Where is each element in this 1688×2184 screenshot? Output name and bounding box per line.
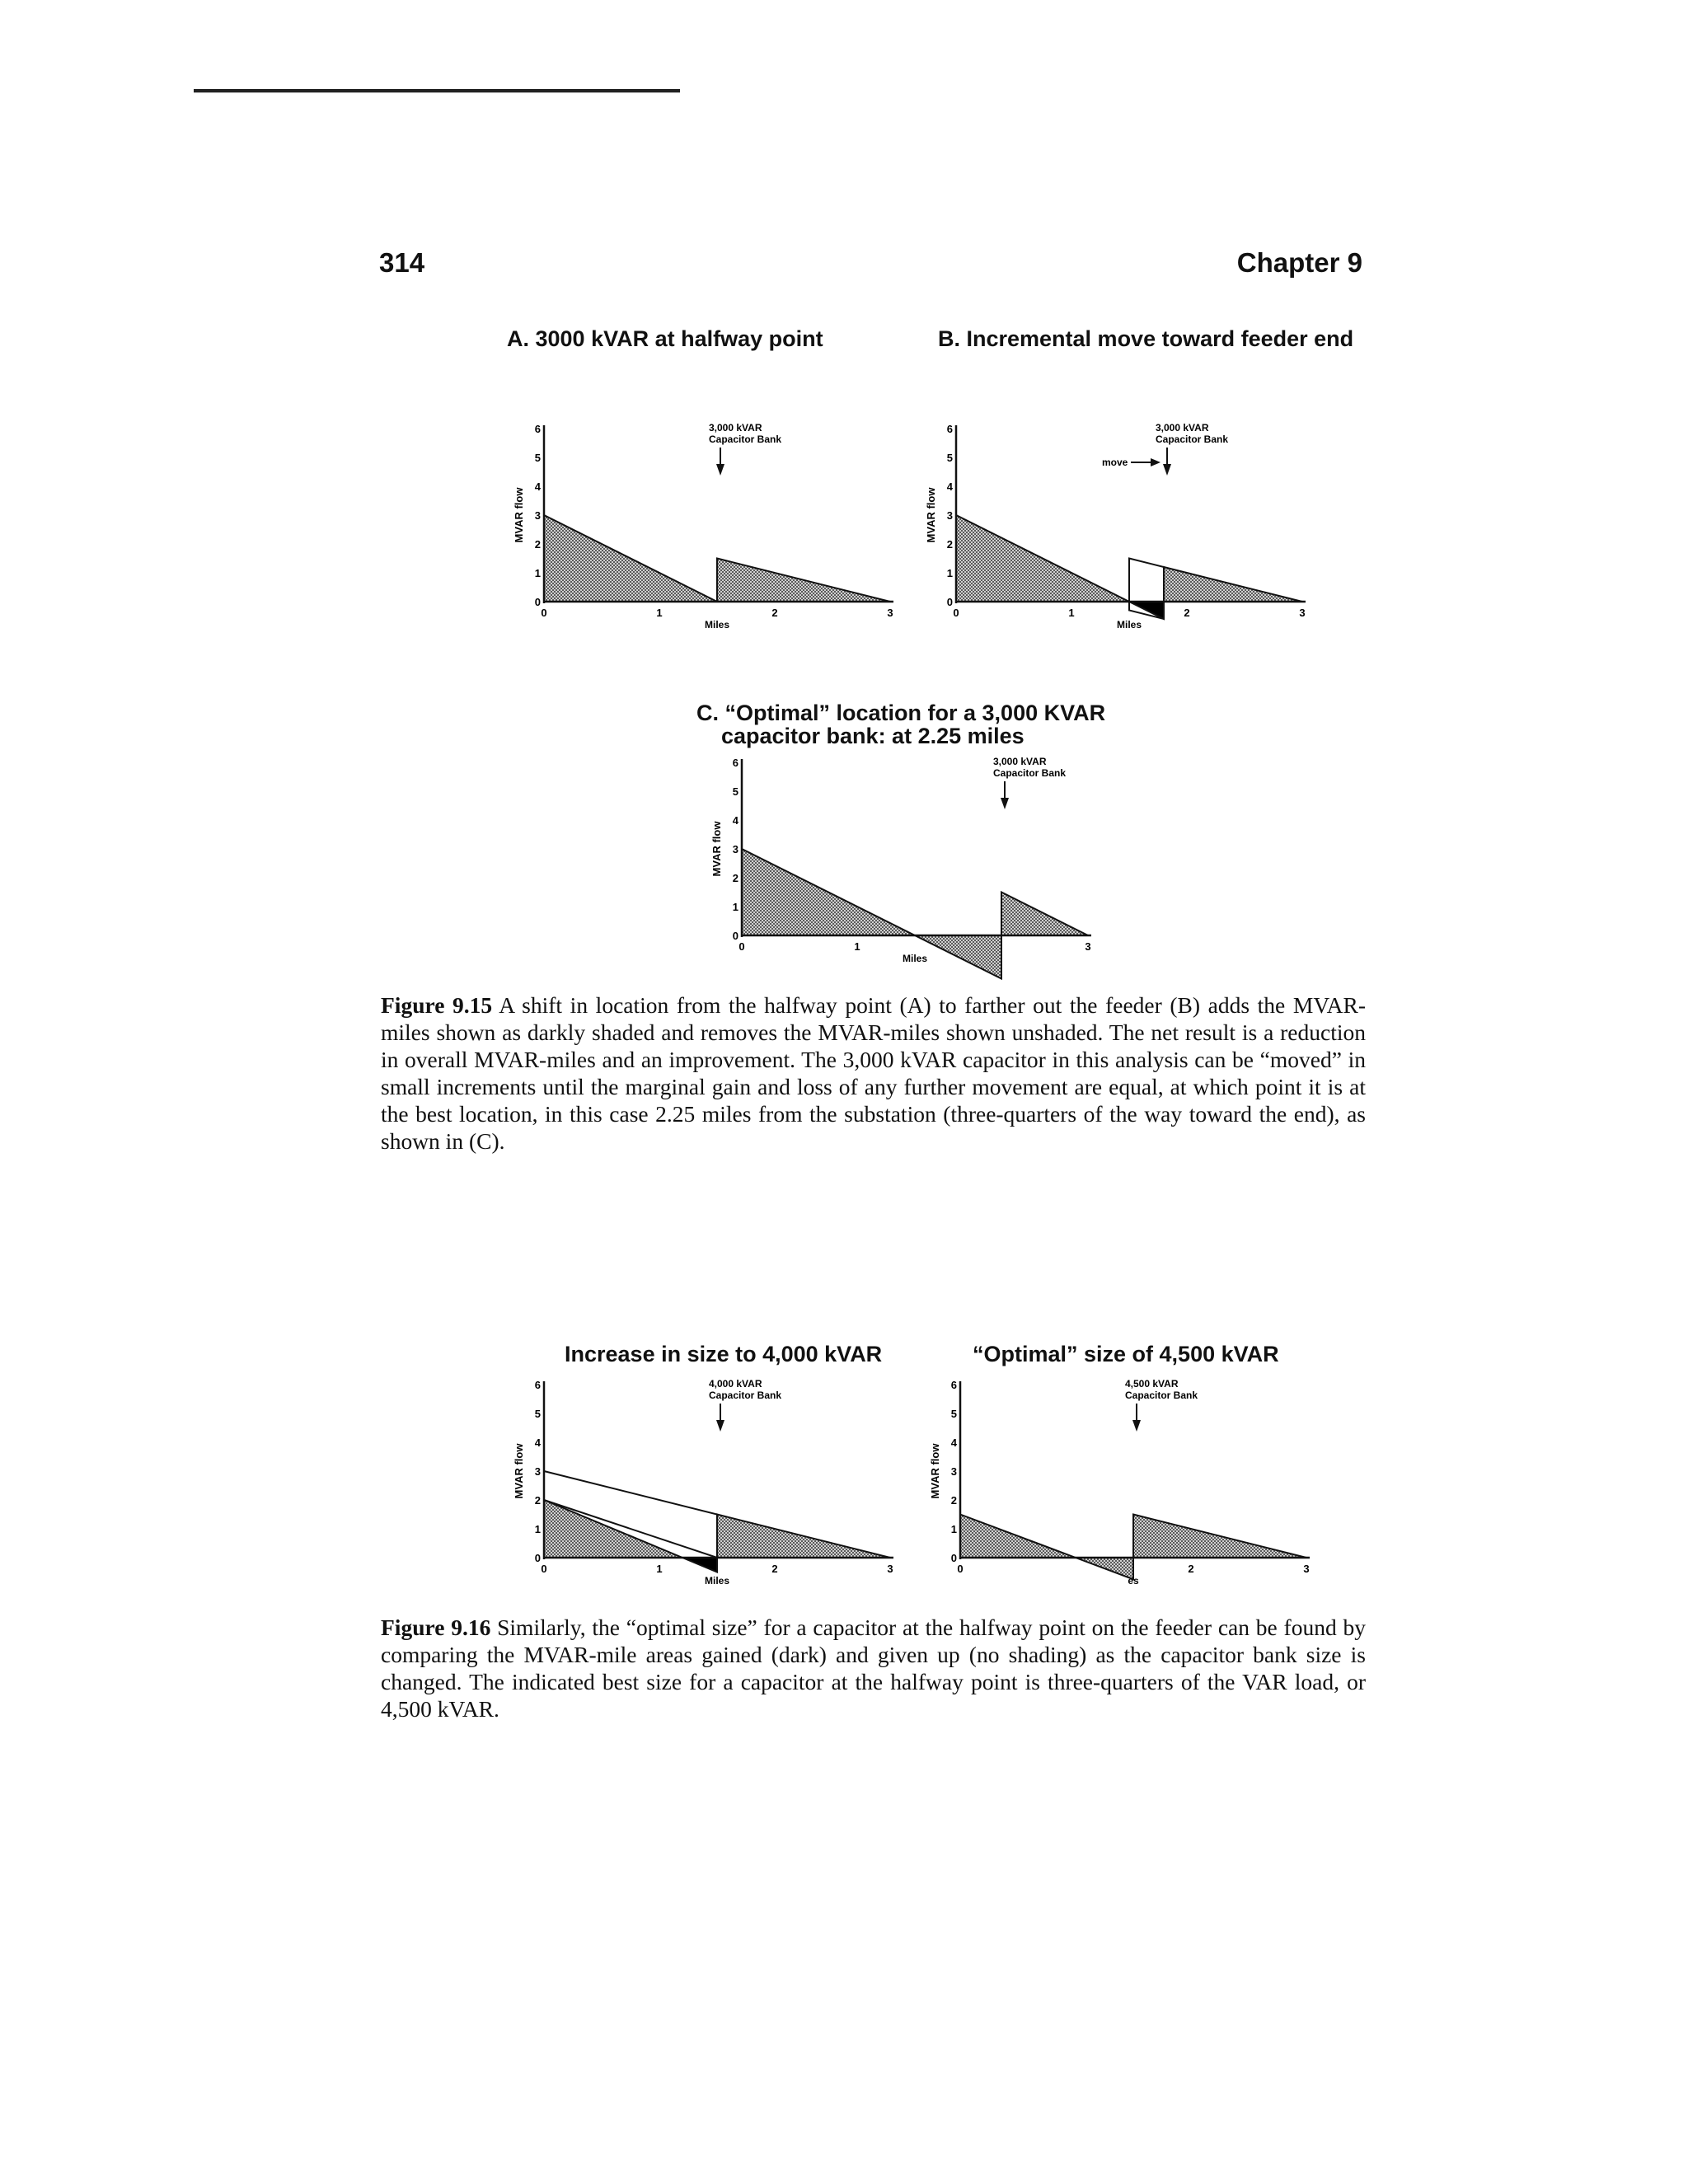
y-tick-label: 6 — [946, 423, 953, 435]
x-axis-label: Miles — [902, 953, 928, 964]
y-tick-label: 6 — [950, 1379, 957, 1391]
x-tick-label: 3 — [1303, 1563, 1310, 1575]
y-tick-label: 0 — [950, 1552, 957, 1564]
y-tick-label: 3 — [534, 1465, 541, 1478]
chart-panel-a — [495, 416, 907, 655]
y-tick-label: 2 — [950, 1494, 957, 1507]
y-tick-label: 1 — [732, 901, 738, 913]
y-tick-label: 2 — [534, 1494, 541, 1507]
x-tick-label: 0 — [953, 607, 959, 619]
capacitor-annotation-line2: Capacitor Bank — [1125, 1390, 1198, 1401]
capacitor-annotation-line1: 3,000 kVAR — [709, 422, 762, 434]
x-tick-label: 3 — [1085, 940, 1091, 953]
flow-wedge-downstream — [717, 559, 890, 602]
x-tick-label: 2 — [1184, 607, 1190, 619]
capacitor-arrow-head — [716, 464, 724, 476]
figure-9-16-label: Figure 9.16 — [381, 1615, 491, 1640]
figure-9-16-caption — [381, 1614, 1366, 1722]
y-tick-label: 5 — [534, 1408, 541, 1420]
move-arrow-head — [1151, 458, 1160, 466]
y-axis-label: MVAR flow — [513, 1443, 525, 1499]
y-tick-label: 0 — [534, 596, 541, 608]
flow-wedge-upstream — [742, 849, 915, 935]
flow-wedge-downstream — [1133, 1515, 1306, 1558]
panel-a-title: A. 3000 kVAR at halfway point — [507, 326, 823, 351]
y-tick-label: 0 — [946, 596, 953, 608]
y-tick-label: 3 — [950, 1465, 957, 1478]
chart-panel-b — [907, 416, 1319, 655]
panel-c-title-line1: C. “Optimal” location for a 3,000 KVAR — [696, 701, 1106, 725]
flow-wedge-downstream — [717, 1515, 890, 1558]
capacitor-arrow-head — [1163, 464, 1171, 476]
y-tick-label: 2 — [534, 538, 541, 551]
capacitor-arrow-head — [1132, 1420, 1141, 1432]
y-tick-label: 1 — [534, 1523, 541, 1535]
capacitor-annotation-line1: 4,500 kVAR — [1125, 1378, 1179, 1390]
panel-4000-title: Increase in size to 4,000 kVAR — [565, 1342, 883, 1366]
x-tick-label: 1 — [854, 940, 860, 953]
capacitor-annotation-line1: 3,000 kVAR — [1156, 422, 1209, 434]
chart-panel-c — [692, 750, 1104, 989]
capacitor-annotation-line2: Capacitor Bank — [709, 434, 782, 445]
y-tick-label: 1 — [946, 567, 953, 579]
y-tick-label: 5 — [946, 452, 953, 464]
y-tick-label: 2 — [732, 872, 738, 884]
y-tick-label: 4 — [534, 480, 541, 493]
capacitor-annotation-line2: Capacitor Bank — [993, 767, 1067, 779]
y-tick-label: 3 — [946, 509, 953, 522]
y-tick-label: 0 — [534, 1552, 541, 1564]
figure-9-15-caption — [381, 991, 1366, 1155]
y-tick-label: 4 — [946, 480, 953, 493]
x-tick-label: 0 — [738, 940, 745, 953]
y-tick-label: 5 — [732, 785, 738, 798]
chart-panel-4500-kvar — [911, 1372, 1323, 1611]
y-tick-label: 6 — [534, 1379, 541, 1391]
x-tick-label: 1 — [656, 607, 663, 619]
y-axis-label: MVAR flow — [929, 1443, 941, 1499]
y-tick-label: 1 — [950, 1523, 957, 1535]
flow-wedge-negative — [1076, 1558, 1133, 1579]
flow-wedge-upstream — [960, 1515, 1076, 1558]
capacitor-annotation-line1: 4,000 kVAR — [709, 1378, 762, 1390]
capacitor-annotation-line1: 3,000 kVAR — [993, 756, 1047, 767]
capacitor-arrow-head — [1001, 798, 1009, 809]
capacitor-annotation-line2: Capacitor Bank — [1156, 434, 1229, 445]
y-axis-label: MVAR flow — [710, 821, 723, 877]
y-tick-label: 4 — [534, 1436, 541, 1449]
y-tick-label: 6 — [534, 423, 541, 435]
x-tick-label: 3 — [887, 607, 893, 619]
y-tick-label: 3 — [732, 843, 738, 855]
x-axis-label: Miles — [704, 619, 730, 630]
capacitor-annotation-line2: Capacitor Bank — [709, 1390, 782, 1401]
x-tick-label: 2 — [771, 1563, 778, 1575]
y-tick-label: 4 — [732, 814, 738, 827]
x-tick-label: 0 — [957, 1563, 964, 1575]
flow-wedge-downstream — [1164, 567, 1302, 602]
panel-b-title: B. Incremental move toward feeder end — [938, 326, 1354, 351]
capacitor-arrow-head — [716, 1420, 724, 1432]
figure-9-15-caption-text: A shift in location from the halfway point (A) to farther out the feeder (B) adds the MVAR-miles shown as darkly shaded and removes the MVAR-miles shown unshaded. The net result is a reduction in overall MVAR-miles and an improvement. The 3,000 kVAR capacitor in this analysis can be “moved” in small increments until the marginal gain and loss of any further movement are equal, at which point it is at the best location, in this case 2.25 miles from the substation (three-quarters of the way toward the end), as shown in (C). — [381, 992, 1366, 1154]
y-tick-label: 5 — [534, 452, 541, 464]
figure-9-15-label: Figure 9.15 — [381, 992, 493, 1018]
x-tick-label: 1 — [1068, 607, 1075, 619]
x-tick-label: 2 — [1188, 1563, 1194, 1575]
x-tick-label: 1 — [656, 1563, 663, 1575]
x-axis-label: Miles — [704, 1575, 730, 1586]
chart-panel-4000-kvar — [495, 1372, 907, 1611]
x-axis-label: Miles — [1116, 619, 1142, 630]
panel-4500-title: “Optimal” size of 4,500 kVAR — [973, 1342, 1279, 1366]
y-tick-label: 3 — [534, 509, 541, 522]
panel-c-title-line2: capacitor bank: at 2.25 miles — [721, 724, 1025, 748]
y-tick-label: 6 — [732, 757, 738, 769]
x-tick-label: 0 — [541, 607, 547, 619]
x-axis-label: es — [1128, 1575, 1139, 1586]
x-tick-label: 3 — [887, 1563, 893, 1575]
x-tick-label: 0 — [541, 1563, 547, 1575]
page-number: 314 — [379, 247, 425, 278]
y-tick-label: 2 — [946, 538, 953, 551]
flow-wedge-negative — [682, 1558, 717, 1572]
x-tick-label: 2 — [771, 607, 778, 619]
chapter-heading: Chapter 9 — [1236, 247, 1362, 278]
y-axis-label: MVAR flow — [513, 487, 525, 543]
y-tick-label: 4 — [950, 1436, 957, 1449]
move-label: move — [1102, 457, 1128, 468]
figure-9-16-caption-text: Similarly, the “optimal size” for a capacitor at the halfway point on the feeder can be found by comparing the MVAR-mile areas gained (dark) and given up (no shading) as the capacitor bank size is changed. The indicated best size for a capacitor at the halfway point is three-quarters of the VAR load, or 4,500 kVAR. — [381, 1615, 1367, 1722]
y-axis-label: MVAR flow — [925, 487, 937, 543]
header-rule-shadow — [194, 92, 680, 93]
flow-wedge-upstream — [956, 515, 1129, 602]
flow-wedge-upstream — [544, 515, 717, 602]
flow-wedge-negative — [915, 935, 1001, 979]
y-tick-label: 5 — [950, 1408, 957, 1420]
y-tick-label: 0 — [732, 930, 738, 942]
y-tick-label: 1 — [534, 567, 541, 579]
x-tick-label: 3 — [1299, 607, 1306, 619]
flow-wedge-downstream — [1001, 893, 1088, 936]
